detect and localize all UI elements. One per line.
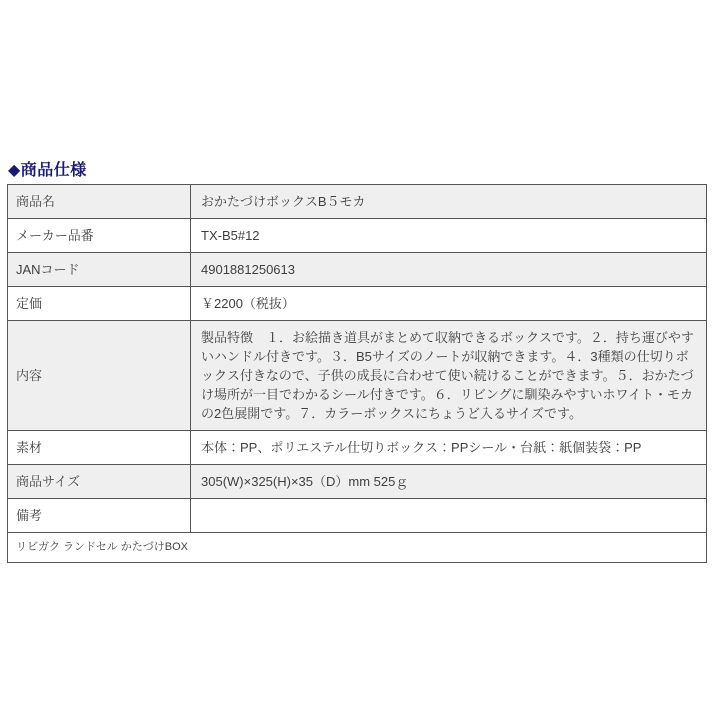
row-value: 製品特徴 １．お絵描き道具がまとめて収納できるボックスです。２．持ち運びやすいハンドル付きです。３．B5サイズのノートが収納できます。４．3種類の仕切りボックス付きなので、子供の成長に合わせて使い続けることができます。５．おかたづけ場所が一目でわかるシール付きです。６．リビングに馴染みやすいホワイト・モカの2色展開です。７．カラーボックスにちょうど入るサイズです。	[191, 321, 707, 431]
row-label: 内容	[8, 321, 191, 431]
table-row	[8, 499, 707, 533]
row-value: ￥2200（税抜）	[191, 287, 707, 321]
row-value: おかたづけボックスB５モカ	[191, 185, 707, 219]
row-label: 商品名	[8, 185, 191, 219]
table-row	[8, 219, 707, 253]
row-label: JANコード	[8, 253, 191, 287]
row-value	[191, 499, 707, 533]
row-value: 305(W)×325(H)×35（D）mm 525ｇ	[191, 465, 707, 499]
table-row	[8, 431, 707, 465]
row-value: 本体：PP、ポリエステル仕切りボックス：PPシール・台紙：紙個装袋：PP	[191, 431, 707, 465]
row-label: 定価	[8, 287, 191, 321]
table-row	[8, 465, 707, 499]
row-label: メーカー品番	[8, 219, 191, 253]
footer-note: リビガク ランドセル かたづけBOX	[8, 533, 707, 563]
table-row	[8, 185, 707, 219]
row-label: 素材	[8, 431, 191, 465]
table-row	[8, 321, 707, 431]
table-row	[8, 287, 707, 321]
row-value: TX-B5#12	[191, 219, 707, 253]
row-value: 4901881250613	[191, 253, 707, 287]
product-spec-table	[7, 184, 707, 563]
row-label: 商品サイズ	[8, 465, 191, 499]
section-heading: ◆商品仕様	[8, 162, 87, 179]
table-row	[8, 253, 707, 287]
row-label: 備考	[8, 499, 191, 533]
table-footer-row	[8, 533, 707, 563]
